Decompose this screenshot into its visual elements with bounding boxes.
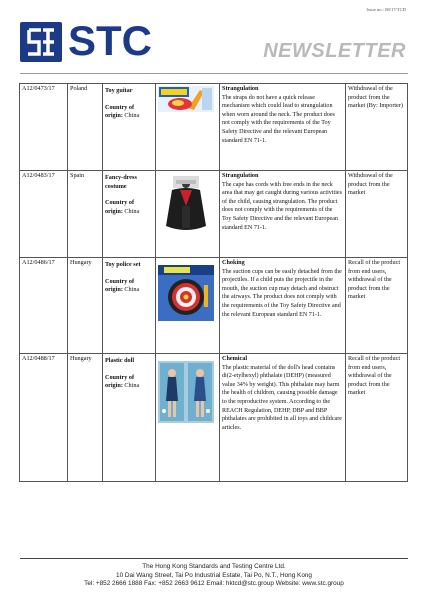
product-image-cell	[156, 84, 220, 171]
risk-cell	[220, 258, 346, 354]
footer-company: The Hong Kong Standards and Testing Centre Ltd.	[142, 563, 286, 570]
risk-title: Strangulation	[222, 85, 259, 92]
measures-cell: Withdrawal of the product from the market	[346, 171, 408, 258]
country-cell: Poland	[68, 84, 103, 171]
stc-logo-mark-icon	[20, 22, 62, 62]
country-of-origin: Country of origin: China	[105, 373, 140, 390]
stc-logo	[20, 17, 160, 64]
risk-title: Choking	[222, 259, 245, 266]
country-cell: Spain	[68, 171, 103, 258]
issue-number: Issue no.: 08/17/TCD	[366, 7, 406, 12]
risk-title: Strangulation	[222, 172, 259, 179]
stc-logo-text: STC	[68, 17, 152, 64]
product-cell	[103, 171, 156, 258]
newsletter-title: NEWSLETTER	[263, 40, 406, 62]
measures-cell: Recall of the product from end users, withdrawal of the product from the market	[346, 258, 408, 354]
recall-table	[19, 83, 408, 482]
risk-description: The suction cups can be easily detached from the projectiles. If a child puts the projectile in the mouth, the suction cup may detach and obstruct the airways. The product does not comply with the requirements of the Toy Safety Directive and the relevant European standard EN 71-1.	[222, 268, 342, 318]
risk-cell	[220, 171, 346, 258]
country-of-origin: Country of origin: China	[105, 277, 140, 294]
table-row	[20, 354, 408, 482]
product-cell	[103, 258, 156, 354]
table-row	[20, 258, 408, 354]
footer-divider	[20, 558, 408, 559]
measures-cell: Recall of the product from end users, withdrawal of the product from the market	[346, 354, 408, 482]
header-divider	[20, 73, 408, 74]
table-row	[20, 84, 408, 171]
product-image-cell	[156, 171, 220, 258]
risk-title: Chemical	[222, 355, 248, 362]
risk-description: The straps do not have a quick release mechanism which could lead to strangulation when worn around the neck. The product does not comply with the requirements of the Toy Safety Directive and the relevant European standard EN 71-1.	[222, 94, 335, 144]
risk-description: The plastic material of the doll's head contains di(2-etylhexyl) phthalate (DEHP) (measured value 34% by weight). This phthalate may harm the health of children, causing possible damage to the reproductive system. According to the REACH Regulation, DEHP, DBP and BBP phthalates are prohibited in all toys and childcare articles.	[222, 364, 342, 431]
reference-cell: A12/0486/17	[20, 258, 68, 354]
risk-cell	[220, 354, 346, 482]
costume-photo	[158, 176, 214, 236]
toy-guitar-photo	[158, 86, 214, 112]
product-cell	[103, 84, 156, 171]
risk-cell	[220, 84, 346, 171]
product-image-cell	[156, 354, 220, 482]
product-name: Toy guitar	[105, 87, 133, 94]
plastic-doll-photo	[158, 361, 214, 423]
country-of-origin: Country of origin: China	[105, 199, 140, 215]
reference-cell: A12/0473/17	[20, 84, 68, 171]
footer-address: 10 Dai Wang Street, Tai Po Industrial Estate, Tai Po, N.T., Hong Kong	[116, 572, 312, 579]
country-of-origin: Country of origin: China	[105, 103, 140, 120]
table-row	[20, 171, 408, 258]
product-name: Fancy-dress costume	[105, 174, 137, 190]
risk-description: The cape has cords with free ends in the neck area that may get caught during various activities of the child, causing strangulation. The product does not comply with the requirements of the Toy Safety Directive and the relevant European standard EN 71-1.	[222, 181, 342, 231]
footer-contact: Tel: +852 2666 1888 Fax: +852 2663 9612 Email: hktcd@stc.group Website: www.stc.group	[84, 580, 344, 587]
measures-cell: Withdrawal of the product from the market (By: Importer)	[346, 84, 408, 171]
reference-cell: A12/0488/17	[20, 354, 68, 482]
country-cell: Hungary	[68, 354, 103, 482]
reference-cell: A12/0483/17	[20, 171, 68, 258]
product-image-cell	[156, 258, 220, 354]
product-name: Plastic doll	[105, 357, 135, 364]
country-cell: Hungary	[68, 258, 103, 354]
product-name: Toy police set	[105, 261, 141, 268]
product-cell	[103, 354, 156, 482]
police-set-photo	[158, 265, 214, 321]
